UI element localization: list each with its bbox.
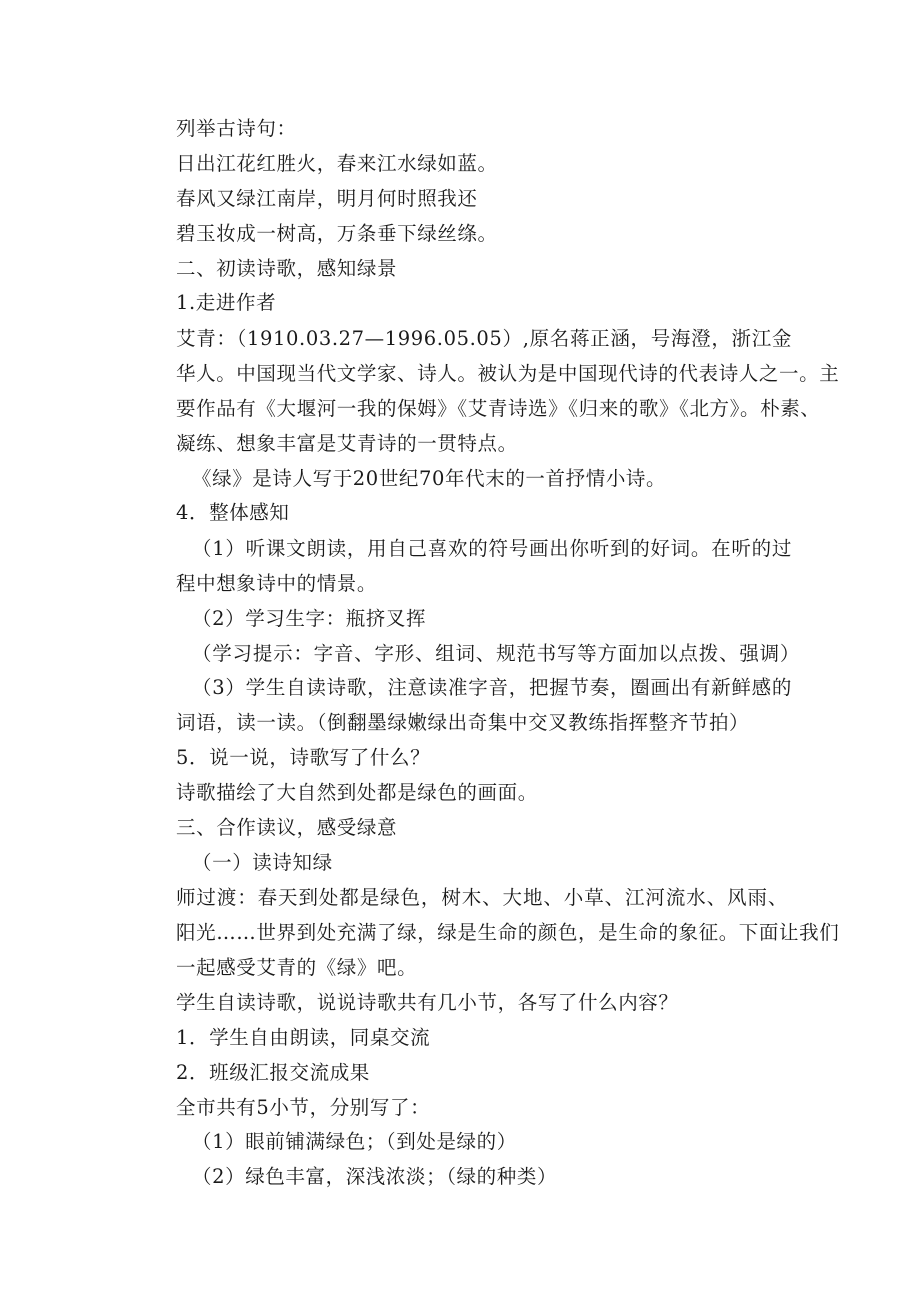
- text-line: 艾青：（1910.03.27—1996.05.05）,原名蒋正涵，号海澄，浙江金: [176, 327, 792, 350]
- text-line: 华人。中国现当代文学家、诗人。被认为是中国现代诗的代表诗人之一。主: [176, 362, 840, 385]
- text-line: 程中想象诗中的情景。: [176, 572, 378, 595]
- text-line: （学习提示：字音、字形、组词、规范书写等方面加以点拨、强调）: [192, 642, 800, 665]
- section-heading: 三、合作读议，感受绿意: [176, 816, 398, 839]
- text-line: 2．班级汇报交流成果: [176, 1061, 370, 1084]
- text-line: 词语，读一读。（倒翻墨绿嫩绿出奇集中交叉教练指挥整齐节拍）: [176, 711, 750, 734]
- text-line: 1．学生自由朗读，同桌交流: [176, 1026, 431, 1049]
- text-line: 阳光……世界到处充满了绿，绿是生命的颜色，是生命的象征。下面让我们: [176, 921, 840, 944]
- text-line: 列举古诗句：: [176, 117, 297, 140]
- text-line: 春风又绿江南岸，明月何时照我还: [176, 187, 478, 210]
- text-line: 《绿》是诗人写于20世纪70年代末的一首抒情小诗。: [192, 467, 667, 490]
- text-line: （3）学生自读诗歌，注意读准字音，把握节奏，圈画出有新鲜感的: [192, 676, 792, 699]
- subsection-heading: 4．整体感知: [176, 501, 290, 524]
- text-line: 全市共有5小节，分别写了：: [176, 1096, 431, 1119]
- subsection-heading: 1.走进作者: [176, 291, 277, 314]
- text-line: 要作品有《大堰河一我的保姆》《艾青诗选》《归来的歌》《北方》。朴素、: [176, 397, 821, 420]
- subsection-heading: 5．说一说，诗歌写了什么？: [176, 746, 431, 769]
- text-line: 碧玉妆成一树高，万条垂下绿丝绦。: [176, 222, 498, 245]
- text-line: （2）绿色丰富，深浅浓淡；（绿的种类）: [192, 1165, 558, 1188]
- text-line: 诗歌描绘了大自然到处都是绿色的画面。: [176, 781, 538, 804]
- text-line: 日出江花红胜火，春来江水绿如蓝。: [176, 152, 498, 175]
- section-heading: 二、初读诗歌，感知绿景: [176, 257, 398, 280]
- text-line: 师过渡：春天到处都是绿色，树木、大地、小草、江河流水、风雨、: [176, 886, 788, 909]
- text-line: 凝练、想象丰富是艾青诗的一贯特点。: [176, 432, 518, 455]
- text-line: （2）学习生字：瓶挤叉挥: [192, 607, 427, 630]
- subsection-heading: （一）读诗知绿: [192, 851, 333, 874]
- text-line: （1）听课文朗读，用自己喜欢的符号画出你听到的好词。在听的过: [192, 537, 792, 560]
- text-line: 学生自读诗歌，说说诗歌共有几小节，各写了什么内容？: [176, 991, 679, 1014]
- text-line: 一起感受艾青的《绿》吧。: [176, 956, 418, 979]
- text-line: （1）眼前铺满绿色；（到处是绿的）: [192, 1130, 517, 1153]
